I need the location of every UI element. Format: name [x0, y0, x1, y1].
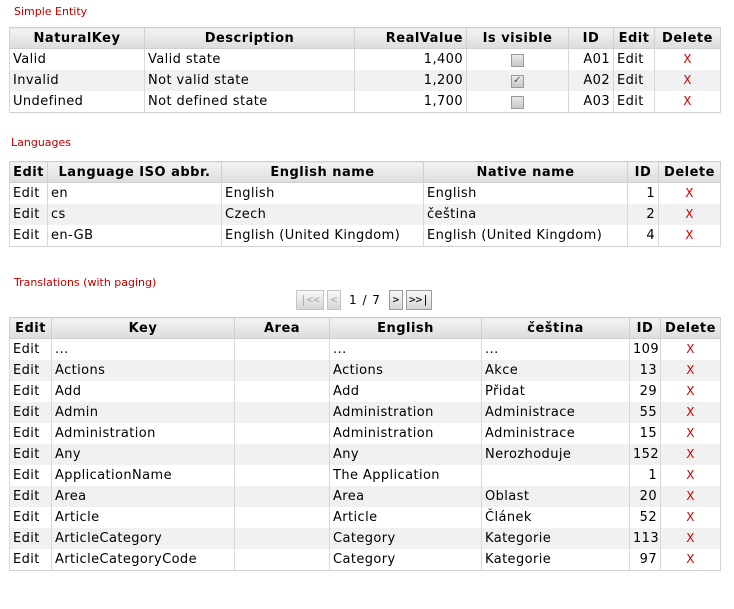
natural-key-cell: Valid: [10, 49, 145, 71]
delete-icon[interactable]: X: [686, 510, 695, 524]
delete-cell: [655, 91, 721, 113]
delete-cell: [661, 381, 721, 402]
id-cell: A03: [569, 91, 614, 113]
col-header-edit: Edit: [614, 28, 655, 49]
col-header-english-name[interactable]: English name: [222, 162, 424, 183]
cestina-cell: Přidat: [482, 381, 630, 402]
edit-link[interactable]: Edit: [10, 528, 52, 549]
cestina-cell: ...: [482, 339, 630, 361]
id-cell: 13: [630, 360, 661, 381]
delete-icon[interactable]: X: [685, 228, 694, 242]
table-row: [10, 507, 721, 528]
delete-icon[interactable]: X: [686, 384, 695, 398]
delete-icon[interactable]: X: [686, 489, 695, 503]
area-cell: [235, 549, 330, 571]
english-cell: ...: [330, 339, 482, 361]
col-header-id[interactable]: ID: [628, 162, 659, 183]
native-name-cell: čeština: [424, 204, 628, 225]
edit-link[interactable]: Edit: [10, 225, 48, 247]
english-name-cell: English (United Kingdom): [222, 225, 424, 247]
natural-key-cell: Undefined: [10, 91, 145, 113]
table-header-row: [10, 28, 721, 49]
native-name-cell: English: [424, 183, 628, 205]
table-row: [10, 204, 721, 225]
edit-link[interactable]: Edit: [10, 360, 52, 381]
table-row: [10, 423, 721, 444]
cestina-cell: Oblast: [482, 486, 630, 507]
id-cell: 52: [630, 507, 661, 528]
cestina-cell: Kategorie: [482, 549, 630, 571]
area-cell: [235, 528, 330, 549]
key-cell: ...: [52, 339, 235, 361]
table-row: [10, 465, 721, 486]
delete-icon[interactable]: X: [685, 186, 694, 200]
key-cell: ArticleCategory: [52, 528, 235, 549]
delete-cell: [661, 339, 721, 361]
table-header-row: [10, 162, 721, 183]
english-cell: Actions: [330, 360, 482, 381]
edit-link[interactable]: Edit: [10, 444, 52, 465]
delete-icon[interactable]: X: [686, 426, 695, 440]
edit-link[interactable]: Edit: [10, 183, 48, 205]
description-cell: Not defined state: [145, 91, 355, 113]
area-cell: [235, 444, 330, 465]
table-row: [10, 528, 721, 549]
delete-cell: [655, 70, 721, 91]
col-header-naturalkey[interactable]: NaturalKey: [10, 28, 145, 49]
key-cell: ArticleCategoryCode: [52, 549, 235, 571]
delete-cell: [661, 528, 721, 549]
delete-icon[interactable]: X: [686, 552, 695, 566]
col-header-description[interactable]: Description: [145, 28, 355, 49]
edit-link[interactable]: Edit: [614, 70, 655, 91]
delete-cell: [661, 486, 721, 507]
delete-cell: [661, 465, 721, 486]
cestina-cell: [482, 465, 630, 486]
table-row: [10, 549, 721, 571]
description-cell: Not valid state: [145, 70, 355, 91]
key-cell: Area: [52, 486, 235, 507]
col-header-id[interactable]: ID: [630, 318, 661, 339]
col-header-english[interactable]: English: [330, 318, 482, 339]
simple-entity-title: Simple Entity: [14, 5, 88, 18]
key-cell: ApplicationName: [52, 465, 235, 486]
english-name-cell: Czech: [222, 204, 424, 225]
id-cell: 55: [630, 402, 661, 423]
col-header-delete: Delete: [655, 28, 721, 49]
id-cell: 1: [630, 465, 661, 486]
delete-icon[interactable]: X: [686, 468, 695, 482]
id-cell: 152: [630, 444, 661, 465]
edit-link[interactable]: Edit: [10, 549, 52, 571]
english-cell: Administration: [330, 402, 482, 423]
edit-link[interactable]: Edit: [614, 49, 655, 71]
english-cell: Administration: [330, 423, 482, 444]
iso-cell: cs: [48, 204, 222, 225]
area-cell: [235, 423, 330, 444]
delete-cell: [661, 507, 721, 528]
delete-cell: [659, 183, 721, 205]
col-header-delete: Delete: [661, 318, 721, 339]
edit-link[interactable]: Edit: [10, 402, 52, 423]
delete-cell: [661, 402, 721, 423]
real-value-cell: 1,400: [355, 49, 467, 71]
english-cell: Add: [330, 381, 482, 402]
cestina-cell: Akce: [482, 360, 630, 381]
key-cell: Add: [52, 381, 235, 402]
prev-page-button[interactable]: <: [327, 290, 341, 310]
table-row: [10, 402, 721, 423]
is-visible-checkbox[interactable]: [511, 96, 524, 109]
edit-link[interactable]: Edit: [10, 381, 52, 402]
english-cell: Category: [330, 528, 482, 549]
id-cell: 15: [630, 423, 661, 444]
key-cell: Administration: [52, 423, 235, 444]
delete-icon[interactable]: X: [686, 363, 695, 377]
delete-icon[interactable]: X: [686, 447, 695, 461]
col-header-is-visible[interactable]: Is visible: [467, 28, 569, 49]
languages-title: Languages: [11, 136, 72, 149]
table-row: [10, 339, 721, 361]
delete-cell: [661, 423, 721, 444]
delete-icon[interactable]: X: [686, 531, 695, 545]
is-visible-cell: [467, 70, 569, 91]
iso-cell: en: [48, 183, 222, 205]
col-header-id[interactable]: ID: [569, 28, 614, 49]
real-value-cell: 1,200: [355, 70, 467, 91]
simple-entity-table: [9, 27, 721, 113]
is-visible-checkbox[interactable]: ✓: [511, 75, 524, 88]
delete-icon[interactable]: X: [683, 94, 692, 108]
languages-table: [9, 161, 721, 247]
delete-cell: [661, 444, 721, 465]
table-row: [10, 49, 721, 71]
area-cell: [235, 381, 330, 402]
table-row: [10, 360, 721, 381]
delete-icon[interactable]: X: [686, 405, 695, 419]
cestina-cell: Administrace: [482, 423, 630, 444]
english-name-cell: English: [222, 183, 424, 205]
id-cell: 97: [630, 549, 661, 571]
col-header-cestina[interactable]: čeština: [482, 318, 630, 339]
is-visible-cell: [467, 91, 569, 113]
edit-link[interactable]: Edit: [10, 486, 52, 507]
english-cell: Article: [330, 507, 482, 528]
col-header-iso[interactable]: Language ISO abbr.: [48, 162, 222, 183]
edit-link[interactable]: Edit: [10, 465, 52, 486]
id-cell: 109: [630, 339, 661, 361]
edit-link[interactable]: Edit: [10, 423, 52, 444]
key-cell: Actions: [52, 360, 235, 381]
cestina-cell: Kategorie: [482, 528, 630, 549]
id-cell: 113: [630, 528, 661, 549]
cestina-cell: Článek: [482, 507, 630, 528]
area-cell: [235, 402, 330, 423]
delete-icon[interactable]: X: [686, 342, 695, 356]
delete-icon[interactable]: X: [683, 73, 692, 87]
id-cell: A02: [569, 70, 614, 91]
table-row: [10, 70, 721, 91]
delete-cell: [659, 204, 721, 225]
english-cell: The Application: [330, 465, 482, 486]
edit-link[interactable]: Edit: [10, 204, 48, 225]
next-page-button[interactable]: >: [389, 290, 403, 310]
area-cell: [235, 339, 330, 361]
english-cell: Area: [330, 486, 482, 507]
delete-icon[interactable]: X: [683, 52, 692, 66]
native-name-cell: English (United Kingdom): [424, 225, 628, 247]
is-visible-cell: [467, 49, 569, 71]
id-cell: 1: [628, 183, 659, 205]
delete-cell: [661, 549, 721, 571]
edit-link[interactable]: Edit: [614, 91, 655, 113]
area-cell: [235, 507, 330, 528]
col-header-delete: Delete: [659, 162, 721, 183]
cestina-cell: Nerozhoduje: [482, 444, 630, 465]
table-row: [10, 444, 721, 465]
cestina-cell: Administrace: [482, 402, 630, 423]
english-cell: Category: [330, 549, 482, 571]
pager: [296, 289, 432, 311]
area-cell: [235, 486, 330, 507]
table-row: [10, 486, 721, 507]
translations-table: [9, 317, 721, 571]
col-header-edit: Edit: [10, 318, 52, 339]
id-cell: 20: [630, 486, 661, 507]
table-header-row: [10, 318, 721, 339]
last-page-button[interactable]: >>|: [406, 290, 432, 310]
col-header-edit: Edit: [10, 162, 48, 183]
id-cell: 29: [630, 381, 661, 402]
area-cell: [235, 465, 330, 486]
translations-title: Translations (with paging): [14, 276, 157, 289]
table-row: [10, 183, 721, 205]
first-page-button[interactable]: |<<: [296, 290, 324, 310]
area-cell: [235, 360, 330, 381]
is-visible-checkbox[interactable]: [511, 54, 524, 67]
iso-cell: en-GB: [48, 225, 222, 247]
delete-cell: [659, 225, 721, 247]
english-cell: Any: [330, 444, 482, 465]
id-cell: 4: [628, 225, 659, 247]
id-cell: A01: [569, 49, 614, 71]
table-row: [10, 91, 721, 113]
key-cell: Admin: [52, 402, 235, 423]
col-header-native-name[interactable]: Native name: [424, 162, 628, 183]
col-header-area[interactable]: Area: [235, 318, 330, 339]
edit-link[interactable]: Edit: [10, 339, 52, 361]
table-row: [10, 381, 721, 402]
page-indicator: 1 / 7: [349, 293, 381, 307]
description-cell: Valid state: [145, 49, 355, 71]
real-value-cell: 1,700: [355, 91, 467, 113]
delete-icon[interactable]: X: [685, 207, 694, 221]
id-cell: 2: [628, 204, 659, 225]
delete-cell: [661, 360, 721, 381]
table-row: [10, 225, 721, 247]
key-cell: Article: [52, 507, 235, 528]
col-header-key[interactable]: Key: [52, 318, 235, 339]
delete-cell: [655, 49, 721, 71]
col-header-realvalue[interactable]: RealValue: [355, 28, 467, 49]
natural-key-cell: Invalid: [10, 70, 145, 91]
edit-link[interactable]: Edit: [10, 507, 52, 528]
key-cell: Any: [52, 444, 235, 465]
